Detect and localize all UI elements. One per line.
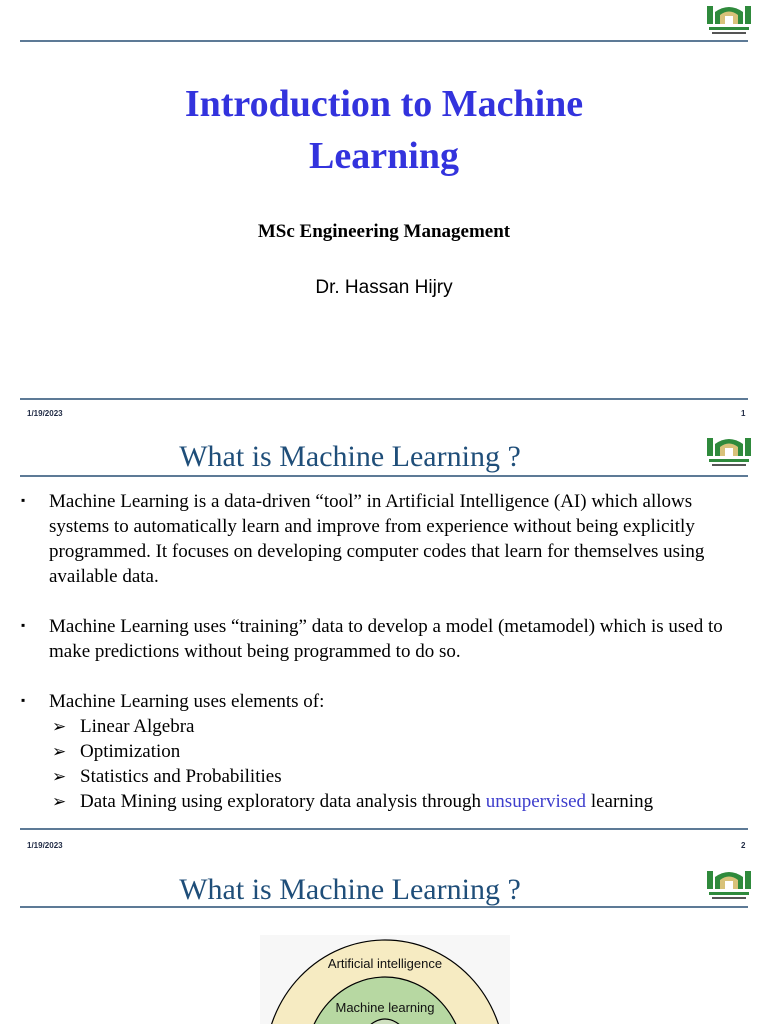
arrow-bullet-icon: ➢ xyxy=(52,767,67,786)
title-rule xyxy=(20,906,748,908)
slide-1 xyxy=(0,0,768,400)
page-number: 2 xyxy=(741,841,746,850)
list-item: ▪ Machine Learning uses “training” data to develop a model (metamodel) which is used to make predictions without being programmed to do so. xyxy=(20,614,750,664)
bullet-list xyxy=(20,489,750,814)
slide-2 xyxy=(0,430,768,830)
sub-list-item: ➢ Statistics and Probabilities xyxy=(52,766,282,787)
sub-list-item: ➢ Data Mining using exploratory data analysis through unsupervised learning xyxy=(52,791,654,812)
sub-list-item: ➢ Optimization xyxy=(52,741,181,762)
sub-list-item: ➢ Linear Algebra xyxy=(52,716,195,737)
ai-label: Artificial intelligence xyxy=(327,956,443,971)
title-rule xyxy=(20,475,748,477)
footer-date: 1/19/2023 xyxy=(27,841,63,850)
bullet-marker: ▪ xyxy=(21,693,26,707)
unsupervised-link[interactable]: unsupervised xyxy=(485,791,587,812)
footer-date: 1/19/2023 xyxy=(27,409,63,418)
arrow-bullet-icon: ➢ xyxy=(52,717,67,736)
bullet-marker: ▪ xyxy=(21,493,26,507)
ml-label: Machine learning xyxy=(335,1000,435,1015)
author-name: Dr. Hassan Hijry xyxy=(315,277,453,298)
university-logo-icon xyxy=(706,435,752,469)
page-number: 1 xyxy=(741,409,746,418)
slide-title: What is Machine Learning ? xyxy=(179,873,521,906)
university-logo-icon xyxy=(706,868,752,902)
ai-ml-diagram xyxy=(260,935,510,1024)
arrow-bullet-icon: ➢ xyxy=(52,792,67,811)
footer-rule xyxy=(20,398,748,400)
arrow-bullet-icon: ➢ xyxy=(52,742,67,761)
footer-rule xyxy=(20,828,748,830)
university-logo-icon xyxy=(706,3,752,37)
list-item: ▪ Machine Learning uses elements of: ➢ Linear Algebra ➢ Optimization ➢ Statistics and Probabilities ➢ Data Mining using exploratory data analysis through unsupervised learning xyxy=(20,689,750,814)
header-rule xyxy=(20,40,748,42)
course-subtitle: MSc Engineering Management xyxy=(257,221,511,242)
bullet-marker: ▪ xyxy=(21,618,26,632)
list-item: ▪ Machine Learning is a data-driven “tool” in Artificial Intelligence (AI) which allows systems to automatically learn and improve from experience without being explicitly programmed. It focuses on developing computer codes that learn for themselves using available data. xyxy=(20,489,750,589)
sub-bullet-list xyxy=(49,714,750,814)
slide-title: What is Machine Learning ? xyxy=(179,440,521,473)
presentation-title: Introduction to Machine Learning xyxy=(184,83,584,177)
